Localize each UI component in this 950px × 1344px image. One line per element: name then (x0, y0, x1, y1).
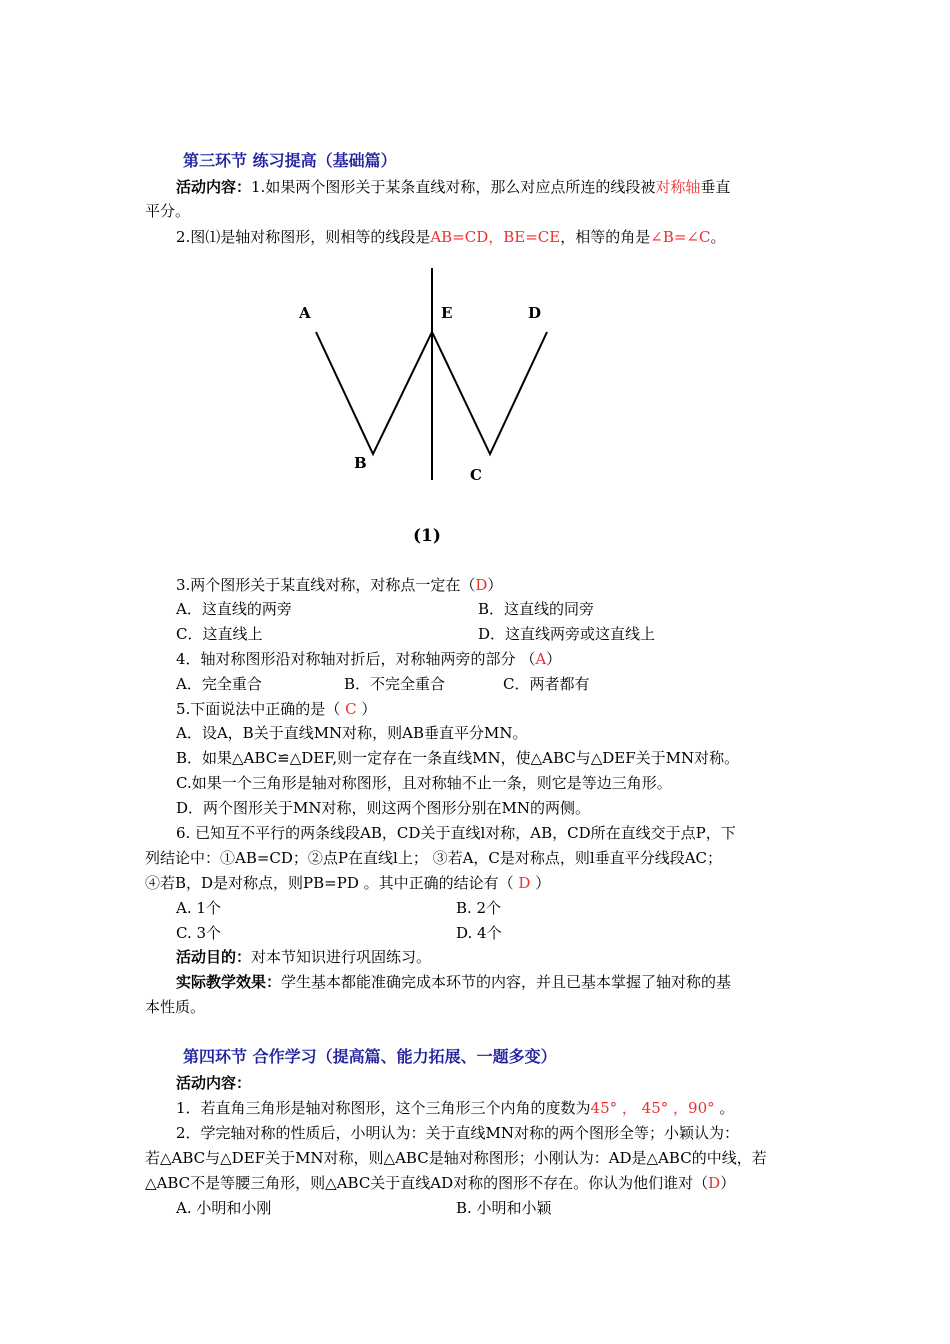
q4-line (176, 648, 561, 670)
q4-option-b: B．不完全重合 (344, 675, 446, 693)
label-C: C (470, 466, 482, 484)
q3-option-d: D．这直线两旁或这直线上 (478, 625, 656, 643)
s4-q2-post: ） (720, 1174, 736, 1192)
s4-q1-line (176, 1097, 734, 1119)
label-D: D (528, 304, 542, 322)
q1-post: 垂直 (700, 178, 731, 196)
q6-option-c: C. 3个 (176, 924, 222, 942)
q6-option-b: B. 2个 (456, 899, 502, 917)
q4-option-a: A．完全重合 (176, 675, 262, 693)
label-A: A (299, 304, 311, 322)
section4-title: 第四环节 合作学习（提高篇、能力拓展、一题多变） (183, 1047, 557, 1066)
q2-text: 2.图⑴是轴对称图形，则相等的线段是 (176, 228, 431, 246)
q5-answer: C (345, 700, 357, 718)
figure-caption: (1) (413, 526, 441, 546)
q2-answer-angles: ∠B=∠C (650, 228, 711, 246)
q6-line1: 6. 已知互不平行的两条线段AB，CD关于直线l对称，AB，CD所在直线交于点P，下 (176, 824, 736, 842)
q3-option-c: C．这直线上 (176, 625, 263, 643)
s4-q2-option-a: A. 小明和小刚 (176, 1199, 272, 1217)
s4-q1-text: 1．若直角三角形是轴对称图形，这个三角形三个内角的度数为 (176, 1099, 591, 1117)
s4-q1-post: 。 (714, 1099, 735, 1117)
q2-answer-segments: AB=CD，BE=CE (430, 228, 561, 246)
section4-activity-label: 活动内容： (176, 1074, 252, 1092)
s4-q2-text: △ABC不是等腰三角形，则△ABC关于直线AD对称的图形不存在。你认为他们谁对（ (145, 1174, 709, 1192)
q6-post: ） (530, 874, 551, 892)
q4-post: ） (546, 650, 562, 668)
q5-option-a: A．设A，B关于直线MN对称，则AB垂直平分MN。 (176, 724, 528, 742)
q4-text: 4．轴对称图形沿对称轴对折后，对称轴两旁的部分 （ (176, 650, 536, 668)
q3-post: ） (487, 576, 503, 594)
purpose-label: 活动目的： (176, 948, 252, 966)
q6-line2: 列结论中：①AB=CD；②点P在直线l上； ③若A，C是对称点，则l垂直平分线段AC； (145, 849, 723, 867)
effect-text: 学生基本都能准确完成本环节的内容，并且已基本掌握了轴对称的基 (281, 973, 732, 991)
q5-text: 5.下面说法中正确的是（ (176, 700, 346, 718)
s4-q2-line2: 若△ABC与△DEF关于MN对称，则△ABC是轴对称图形；小刚认为：AD是△ABC的中线，若 (145, 1149, 767, 1167)
q2-mid: ，相等的角是 (560, 228, 651, 246)
q1-text: 1.如果两个图形关于某条直线对称，那么对应点所连的线段被 (251, 178, 656, 196)
purpose-text: 对本节知识进行巩固练习。 (251, 948, 432, 966)
q5-line (176, 698, 376, 720)
q6-line3 (145, 872, 550, 894)
q5-option-c: C.如果一个三角形是轴对称图形，且对称轴不止一条，则它是等边三角形。 (176, 774, 672, 792)
s4-q2-line1: 2．学完轴对称的性质后，小明认为：关于直线MN对称的两个图形全等；小颖认为： (176, 1124, 740, 1142)
q6-option-a: A. 1个 (176, 899, 221, 917)
q1-continuation: 平分。 (145, 202, 191, 220)
q3-text: 3.两个图形关于某直线对称，对称点一定在（ (176, 576, 476, 594)
q3-answer: D (475, 576, 488, 594)
q5-post: ） (356, 700, 377, 718)
effect-line (176, 971, 731, 993)
q4-option-c: C．两者都有 (503, 675, 590, 693)
q2-end: 。 (710, 228, 726, 246)
label-E: E (441, 304, 453, 322)
s4-q1-answer: 45° ， 45° ，90° (590, 1099, 715, 1117)
effect-continuation: 本性质。 (145, 998, 206, 1016)
q1-answer: 对称轴 (655, 178, 701, 196)
q3-option-b: B．这直线的同旁 (478, 600, 595, 618)
q3-line (176, 574, 502, 596)
q6-option-d: D. 4个 (456, 924, 502, 942)
q3-option-a: A．这直线的两旁 (176, 600, 292, 618)
q5-option-b: B．如果△ABC≌△DEF,则一定存在一条直线MN，使△ABC与△DEF关于MN对称。 (176, 749, 740, 767)
q4-answer: A (535, 650, 547, 668)
activity-content-label: 活动内容： (176, 178, 252, 196)
q6-answer: D (518, 874, 531, 892)
q5-option-d: D．两个图形关于MN对称，则这两个图形分别在MN的两侧。 (176, 799, 590, 817)
s4-q2-option-b: B. 小明和小颖 (456, 1199, 552, 1217)
section3-title: 第三环节 练习提高（基础篇） (183, 151, 397, 170)
label-B: B (354, 454, 367, 472)
purpose-line (176, 946, 431, 968)
s4-q2-line3 (145, 1172, 735, 1194)
q6-text: ④若B，D是对称点，则PB=PD 。其中正确的结论有（ (145, 874, 519, 892)
effect-label: 实际教学效果： (176, 973, 282, 991)
s4-q2-answer: D (708, 1174, 721, 1192)
